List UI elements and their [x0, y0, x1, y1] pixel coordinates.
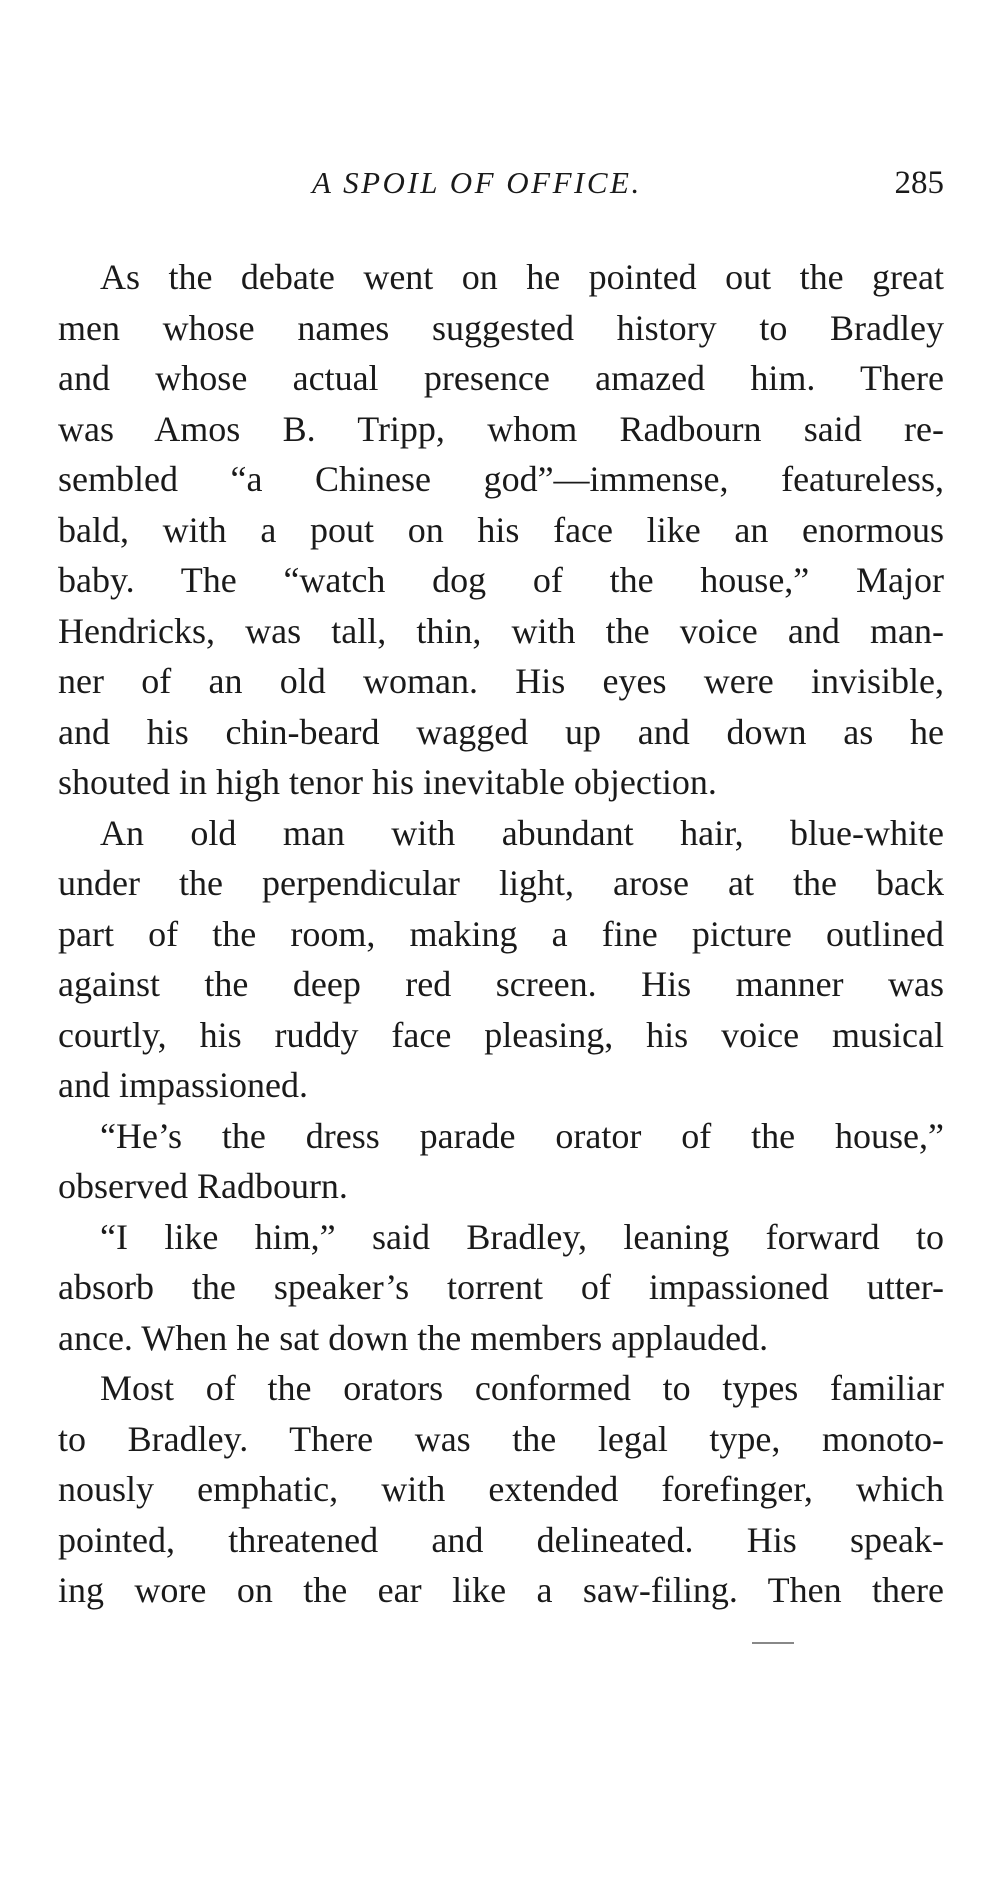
text-line: part of the room, making a fine picture outlined — [58, 913, 944, 954]
text-line: “I like him,” said Bradley, leaning forward to — [100, 1216, 944, 1257]
text-line: courtly, his ruddy face pleasing, his voice musical — [58, 1014, 944, 1055]
text-line: ance. When he sat down the members applauded. — [58, 1317, 769, 1358]
text-line: sembled “a Chinese god”—immense, featureless, — [58, 459, 944, 499]
text-line: ner of an old woman. His eyes were invisible, — [58, 661, 944, 701]
paragraph-4 — [58, 1212, 944, 1364]
text-line: shouted in high tenor his inevitable objection. — [58, 762, 717, 802]
text-line: baby. The “watch dog of the house,” Major — [58, 560, 944, 600]
text-line: As the debate went on he pointed out the great — [100, 257, 944, 297]
running-title: A SPOIL OF OFFICE. — [312, 165, 642, 200]
text-line: and his chin-beard wagged up and down as he — [58, 711, 944, 752]
body-text — [58, 252, 944, 1616]
text-line: to Bradley. There was the legal type, monoto- — [58, 1418, 944, 1459]
text-line: under the perpendicular light, arose at the back — [58, 863, 944, 903]
text-line: pointed, threatened and delineated. His speak- — [58, 1519, 944, 1560]
text-line: and whose actual presence amazed him. There — [58, 358, 944, 398]
text-line: bald, with a pout on his face like an enormous — [58, 509, 944, 550]
footer-mark — [752, 1642, 794, 1644]
text-line: against the deep red screen. His manner was — [58, 964, 944, 1004]
text-line: absorb the speaker’s torrent of impassioned utter- — [58, 1267, 944, 1307]
text-line: men whose names suggested history to Bradley — [58, 307, 944, 348]
paragraph-3 — [58, 1111, 944, 1212]
text-line: was Amos B. Tripp, whom Radbourn said re- — [58, 408, 944, 449]
text-line: ing wore on the ear like a saw-filing. Then there — [58, 1570, 944, 1610]
text-line: observed Radbourn. — [58, 1166, 348, 1206]
paragraph-5 — [58, 1363, 944, 1616]
text-line: “He’s the dress parade orator of the house,” — [100, 1115, 944, 1156]
running-head — [58, 160, 944, 206]
text-line: nously emphatic, with extended forefinger, which — [58, 1469, 944, 1509]
paragraph-2 — [58, 808, 944, 1111]
text-line: and impassioned. — [58, 1065, 308, 1105]
page-number: 285 — [894, 165, 944, 201]
paragraph-1 — [58, 252, 944, 808]
text-line: Hendricks, was tall, thin, with the voice and man- — [58, 610, 944, 651]
text-line: Most of the orators conformed to types familiar — [100, 1368, 944, 1408]
text-line: An old man with abundant hair, blue-white — [100, 812, 944, 853]
